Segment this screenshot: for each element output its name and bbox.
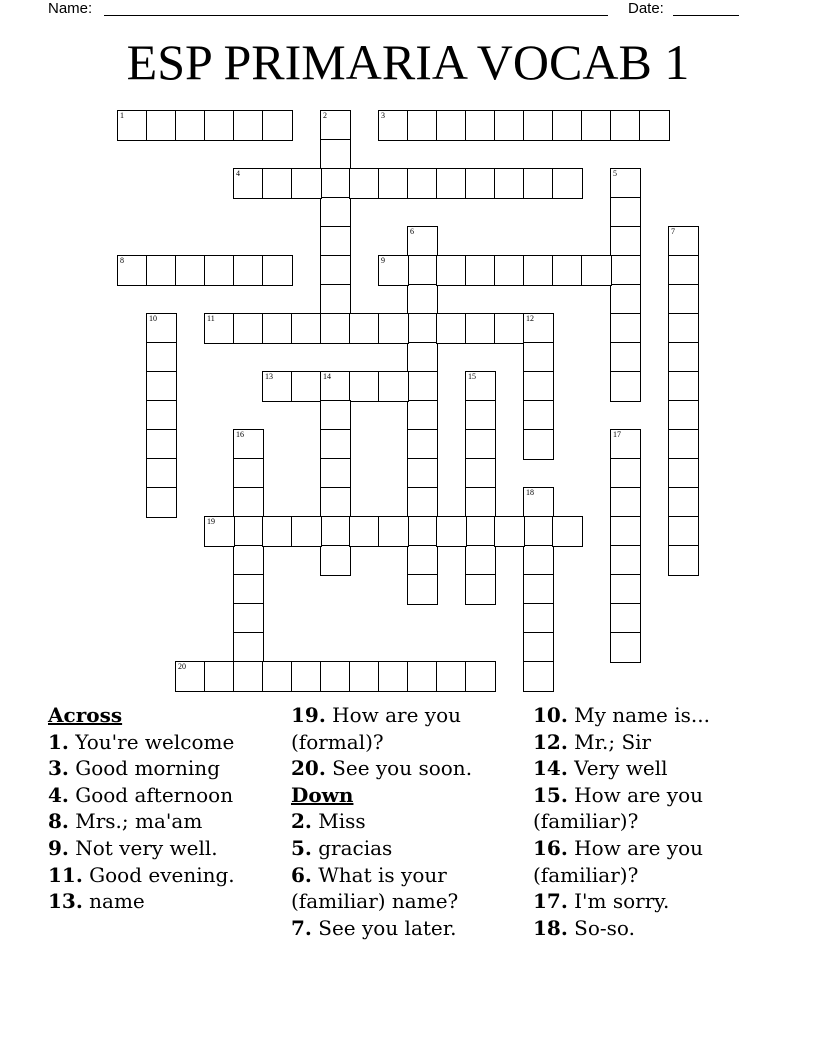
clue-number-label: 19 [207,517,215,526]
clue-text: How are you (familiar)? [533,835,704,887]
grid-cell[interactable] [262,168,293,199]
grid-cell[interactable] [523,313,554,344]
clue-number-label: 9 [381,256,385,265]
grid-cell[interactable] [668,284,699,315]
grid-cell[interactable] [581,255,612,286]
grid-cell[interactable] [175,110,206,141]
clue-number: 2. [291,809,312,834]
grid-cell[interactable] [465,400,496,431]
clue-number-label: 13 [265,372,273,381]
grid-cell[interactable] [378,661,409,692]
grid-cell[interactable] [610,168,641,199]
grid-cell[interactable] [233,168,264,199]
clue-item [291,702,526,755]
grid-cell[interactable] [494,255,525,286]
grid-cell[interactable] [320,110,351,141]
clue-number-label: 2 [323,111,327,120]
grid-cell[interactable] [320,139,351,170]
grid-cell[interactable] [581,110,612,141]
grid-cell[interactable] [262,516,293,547]
grid-cell[interactable] [349,313,380,344]
clue-number-label: 16 [236,430,244,439]
clue-item [48,808,288,835]
clue-item [533,915,783,942]
grid-cell[interactable] [204,255,235,286]
clue-text: name [82,889,145,914]
clue-number-label: 7 [671,227,675,236]
grid-cell[interactable] [407,284,438,315]
grid-cell[interactable] [523,255,554,286]
grid-cell[interactable] [668,516,699,547]
grid-cell[interactable] [233,516,264,547]
clue-number-label: 4 [236,169,240,178]
clue-text: Good evening. [82,862,235,887]
across-heading: Across [48,703,123,727]
grid-cell[interactable] [465,168,496,199]
grid-cell[interactable] [233,255,264,286]
grid-cell[interactable] [349,516,380,547]
grid-cell[interactable] [320,400,351,431]
grid-cell[interactable] [407,545,438,576]
clue-text: How are you (formal)? [291,703,462,754]
grid-cell[interactable] [407,313,438,344]
grid-cell[interactable] [204,661,235,692]
clue-item [48,782,288,809]
grid-cell[interactable] [407,487,438,518]
clue-number-label: 10 [149,314,157,323]
grid-cell[interactable] [146,429,177,460]
clue-number-label: 1 [120,111,124,120]
grid-cell[interactable] [320,284,351,315]
grid-cell[interactable] [552,168,583,199]
grid-cell[interactable] [465,574,496,605]
clue-item [48,835,288,862]
clue-number-label: 11 [207,314,215,323]
grid-cell[interactable] [262,313,293,344]
grid-cell[interactable] [465,110,496,141]
grid-cell[interactable] [320,313,351,344]
grid-cell[interactable] [610,342,641,373]
grid-cell[interactable] [407,661,438,692]
clue-number: 15. [533,782,568,807]
grid-cell[interactable] [610,487,641,518]
page-title: ESP PRIMARIA VOCAB 1 [126,34,690,90]
grid-cell[interactable] [494,313,525,344]
grid-cell[interactable] [407,371,438,402]
clue-item [48,888,288,915]
clue-text: Good morning [68,756,220,781]
grid-cell[interactable] [407,110,438,141]
grid-cell[interactable] [465,313,496,344]
grid-cell[interactable] [523,168,554,199]
grid-cell[interactable] [610,603,641,634]
grid-cell[interactable] [465,458,496,489]
clue-text: gracias [311,835,393,860]
grid-cell[interactable] [407,255,438,286]
grid-cell[interactable] [262,371,293,402]
clue-item [533,888,783,915]
clue-number-label: 17 [613,430,621,439]
clue-text: Good afternoon [68,782,234,807]
grid-cell[interactable] [494,168,525,199]
grid-cell[interactable] [146,371,177,402]
grid-cell[interactable] [668,342,699,373]
grid-cell[interactable] [291,661,322,692]
grid-cell[interactable] [523,603,554,634]
grid-cell[interactable] [320,487,351,518]
clues-column-1 [48,702,288,915]
grid-cell[interactable] [291,371,322,402]
grid-cell[interactable] [320,545,351,576]
grid-cell[interactable] [378,371,409,402]
clue-text: See you later. [311,915,457,940]
grid-cell[interactable] [407,516,438,547]
grid-cell[interactable] [523,110,554,141]
grid-cell[interactable] [465,661,496,692]
grid-cell[interactable] [552,516,583,547]
clue-text: I'm sorry. [567,889,670,914]
grid-cell[interactable] [639,110,670,141]
grid-cell[interactable] [233,545,264,576]
grid-cell[interactable] [465,545,496,576]
clue-text: Mr.; Sir [567,729,652,754]
grid-cell[interactable] [320,226,351,257]
grid-cell[interactable] [523,371,554,402]
clue-item [48,729,288,756]
grid-cell[interactable] [117,110,148,141]
grid-cell[interactable] [668,429,699,460]
clue-item [291,808,526,835]
clue-item [48,755,288,782]
clue-text: So-so. [567,915,635,940]
grid-cell[interactable] [378,168,409,199]
clue-number-label: 5 [613,169,617,178]
grid-cell[interactable] [233,110,264,141]
grid-cell[interactable] [465,429,496,460]
clue-text: See you soon. [325,756,473,781]
grid-cell[interactable] [262,255,293,286]
grid-cell[interactable] [523,516,554,547]
grid-cell[interactable] [320,458,351,489]
clue-text: You're welcome [68,729,235,754]
grid-cell[interactable] [494,110,525,141]
grid-cell[interactable] [349,168,380,199]
grid-cell[interactable] [407,574,438,605]
clue-item [291,755,526,782]
grid-cell[interactable] [233,661,264,692]
grid-cell[interactable] [610,226,641,257]
clue-item [291,862,526,915]
name-label: Name: [48,0,93,17]
grid-cell[interactable] [407,458,438,489]
grid-cell[interactable] [610,574,641,605]
grid-cell[interactable] [610,255,641,286]
grid-cell[interactable] [465,371,496,402]
clue-item [533,702,783,729]
clue-item [48,862,288,889]
grid-cell[interactable] [146,313,177,344]
grid-cell[interactable] [610,632,641,663]
grid-cell[interactable] [552,110,583,141]
clue-number-label: 3 [381,111,385,120]
grid-cell[interactable] [407,400,438,431]
clue-number: 19. [291,703,326,727]
clue-text: Very well [567,756,668,781]
grid-cell[interactable] [378,516,409,547]
grid-cell[interactable] [523,661,554,692]
grid-cell[interactable] [146,458,177,489]
grid-cell[interactable] [291,516,322,547]
grid-cell[interactable] [494,516,525,547]
grid-cell[interactable] [291,313,322,344]
grid-cell[interactable] [436,168,467,199]
grid-cell[interactable] [436,661,467,692]
clues-column-2 [291,702,526,941]
clue-number-label: 14 [323,372,331,381]
grid-cell[interactable] [233,603,264,634]
clue-number: 18. [533,915,568,940]
grid-cell[interactable] [407,226,438,257]
clue-number-label: 20 [178,662,186,671]
grid-cell[interactable] [146,487,177,518]
grid-cell[interactable] [349,661,380,692]
grid-cell[interactable] [523,429,554,460]
grid-cell[interactable] [146,110,177,141]
grid-cell[interactable] [436,110,467,141]
grid-cell[interactable] [523,487,554,518]
clue-number-label: 8 [120,256,124,265]
clue-text: How are you (familiar)? [533,782,704,834]
grid-cell[interactable] [668,255,699,286]
grid-cell[interactable] [320,516,351,547]
grid-cell[interactable] [146,342,177,373]
grid-cell[interactable] [610,197,641,228]
grid-cell[interactable] [668,371,699,402]
grid-cell[interactable] [668,458,699,489]
clue-number: 17. [533,889,568,914]
clue-item [533,835,783,888]
clue-number: 13. [48,889,83,914]
clue-number-label: 6 [410,227,414,236]
grid-cell[interactable] [320,661,351,692]
grid-cell[interactable] [465,487,496,518]
clue-text: Not very well. [68,835,218,860]
grid-cell[interactable] [523,632,554,663]
clue-item [533,755,783,782]
clue-number: 9. [48,835,69,860]
clue-number: 4. [48,782,69,807]
clue-number-label: 12 [526,314,534,323]
grid-cell[interactable] [262,110,293,141]
grid-cell[interactable] [233,458,264,489]
grid-cell[interactable] [436,255,467,286]
grid-cell[interactable] [117,255,148,286]
clue-number: 20. [291,756,326,781]
grid-cell[interactable] [610,458,641,489]
grid-cell[interactable] [320,197,351,228]
grid-cell[interactable] [465,516,496,547]
grid-cell[interactable] [668,400,699,431]
grid-cell[interactable] [233,313,264,344]
clue-number: 11. [48,862,83,887]
clue-number: 16. [533,835,568,860]
grid-cell[interactable] [552,255,583,286]
clue-text: My name is... [567,703,710,727]
grid-cell[interactable] [146,400,177,431]
grid-cell[interactable] [523,342,554,373]
grid-cell[interactable] [668,226,699,257]
clue-number-label: 18 [526,488,534,497]
grid-cell[interactable] [523,574,554,605]
grid-cell[interactable] [378,313,409,344]
clue-number: 5. [291,835,312,860]
clue-item [533,729,783,756]
grid-cell[interactable] [407,429,438,460]
grid-cell[interactable] [610,371,641,402]
grid-cell[interactable] [378,110,409,141]
clue-number: 1. [48,729,69,754]
clue-number: 3. [48,756,69,781]
grid-cell[interactable] [146,255,177,286]
grid-cell[interactable] [320,371,351,402]
grid-cell[interactable] [233,574,264,605]
grid-cell[interactable] [610,429,641,460]
down-heading: Down [291,782,354,807]
grid-cell[interactable] [320,168,351,199]
grid-cell[interactable] [204,516,235,547]
clue-item [291,915,526,942]
grid-cell[interactable] [610,516,641,547]
grid-cell[interactable] [407,168,438,199]
grid-cell[interactable] [523,400,554,431]
clue-number: 12. [533,729,568,754]
clue-text: Miss [311,809,366,834]
grid-cell[interactable] [436,313,467,344]
grid-cell[interactable] [610,545,641,576]
grid-cell[interactable] [233,632,264,663]
grid-cell[interactable] [233,487,264,518]
clue-number: 6. [291,862,312,887]
grid-cell[interactable] [378,255,409,286]
grid-cell[interactable] [204,110,235,141]
grid-cell[interactable] [610,110,641,141]
clue-number: 8. [48,809,69,834]
grid-cell[interactable] [349,371,380,402]
grid-cell[interactable] [320,255,351,286]
clue-text: What is your (familiar) name? [291,862,459,914]
grid-cell[interactable] [523,545,554,576]
clues-column-3 [533,702,783,941]
grid-cell[interactable] [175,661,206,692]
grid-cell[interactable] [436,516,467,547]
grid-cell[interactable] [407,342,438,373]
clue-number: 14. [533,756,568,781]
grid-cell[interactable] [668,545,699,576]
grid-cell[interactable] [320,429,351,460]
clue-item [533,782,783,835]
grid-cell[interactable] [465,255,496,286]
grid-cell[interactable] [291,168,322,199]
grid-cell[interactable] [668,487,699,518]
date-label: Date: [628,0,664,17]
clue-item [291,835,526,862]
grid-cell[interactable] [262,661,293,692]
grid-cell[interactable] [233,429,264,460]
grid-cell[interactable] [175,255,206,286]
grid-cell[interactable] [610,284,641,315]
grid-cell[interactable] [610,313,641,344]
grid-cell[interactable] [204,313,235,344]
clue-number: 10. [533,703,568,727]
clue-number-label: 15 [468,372,476,381]
grid-cell[interactable] [668,313,699,344]
clue-text: Mrs.; ma'am [68,809,203,834]
clue-number: 7. [291,915,312,940]
